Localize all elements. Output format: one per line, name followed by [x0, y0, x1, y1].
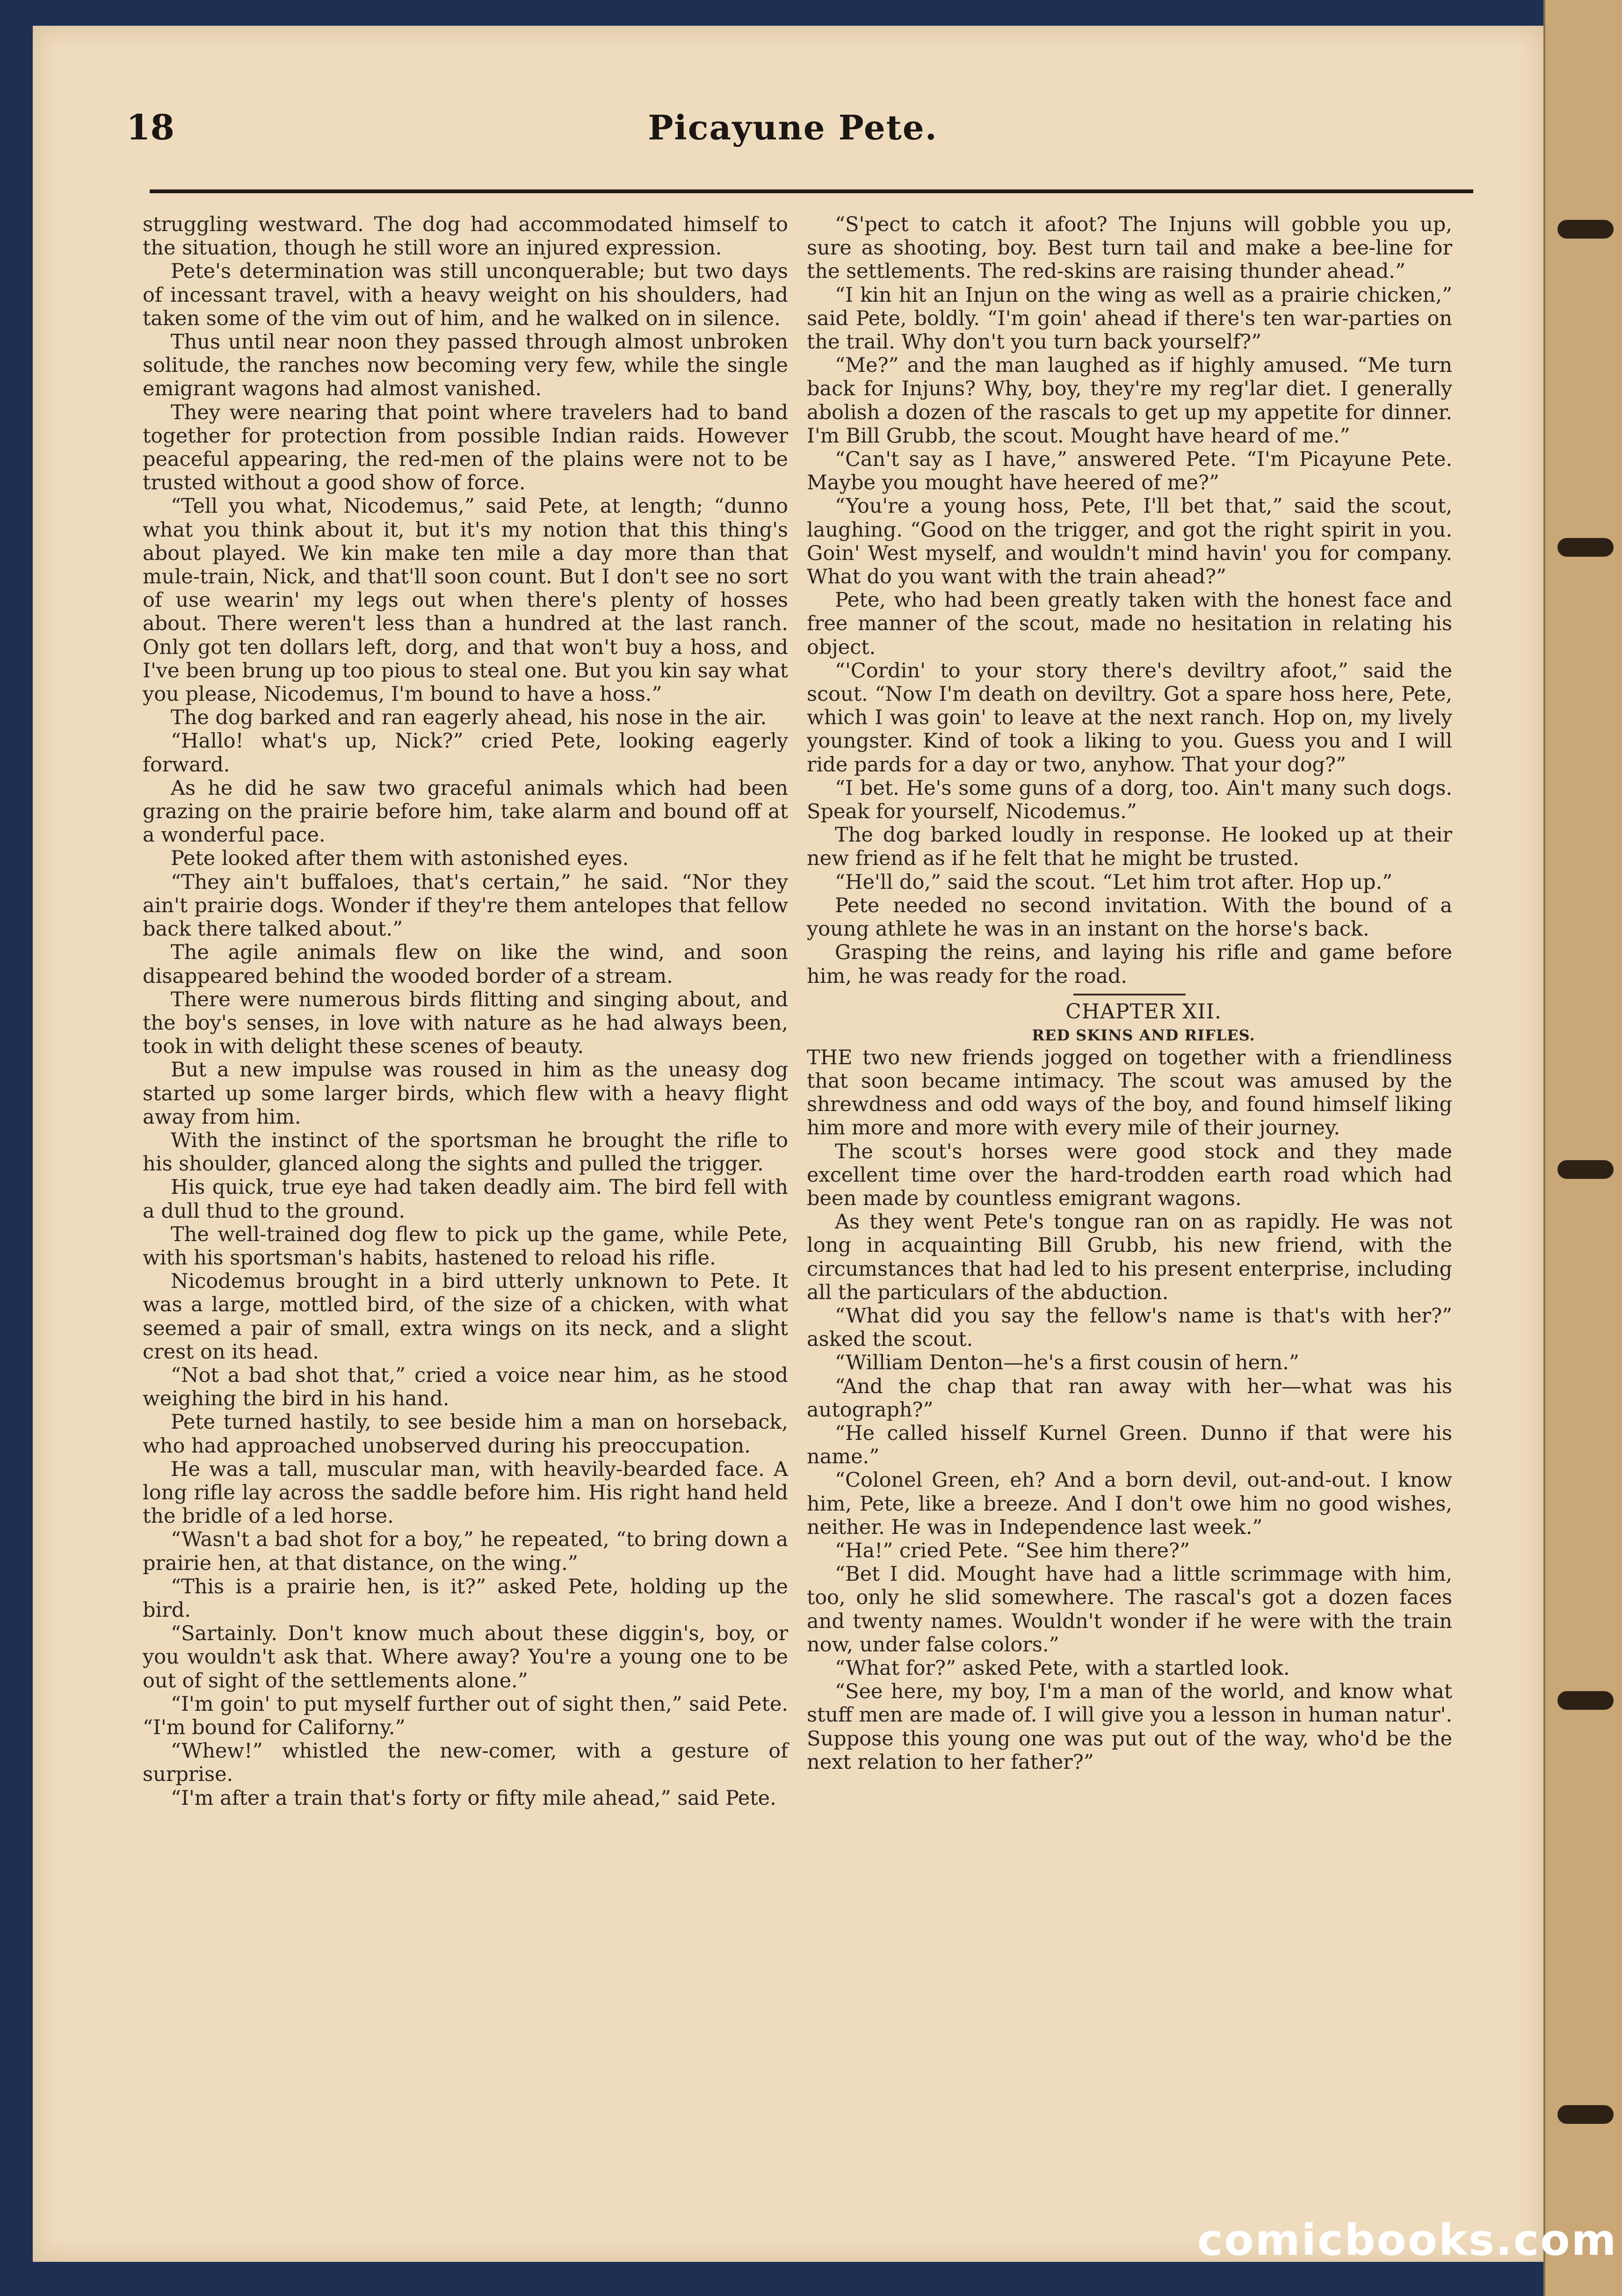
paragraph: He was a tall, muscular man, with heavily-bearded face. A long rifle lay across the saddle before him. His right hand held the bridle of a led horse.	[143, 1457, 788, 1528]
paragraph: There were numerous birds flitting and singing about, and the boy's senses, in love with nature as he had always been, took in with delight these scenes of beauty.	[143, 988, 788, 1059]
book-spine	[1543, 0, 1622, 2296]
paragraph: With the instinct of the sportsman he brought the rifle to his shoulder, glanced along the sights and pulled the trigger.	[143, 1128, 788, 1176]
paragraph: “I bet. He's some guns of a dorg, too. Ain't many such dogs. Speak for yourself, Nicodemus.”	[807, 776, 1452, 824]
paragraph: “I'm goin' to put myself further out of sight then,” said Pete. “I'm bound for Californy.”	[143, 1692, 788, 1739]
binding-stitch	[1557, 538, 1614, 557]
paragraph: “Sartainly. Don't know much about these diggin's, boy, or you wouldn't ask that. Where away? You're a young one to be out of sight of the settlements alone.”	[143, 1622, 788, 1693]
paragraph: Nicodemus brought in a bird utterly unknown to Pete. It was a large, mottled bird, of the size of a chicken, with what seemed a pair of small, extra wings on its neck, and a slight crest on its head.	[143, 1270, 788, 1364]
paragraph: His quick, true eye had taken deadly aim. The bird fell with a dull thud to the ground.	[143, 1176, 788, 1223]
right-column	[807, 213, 1452, 1774]
paragraph: The dog barked and ran eagerly ahead, his nose in the air.	[171, 706, 767, 730]
paragraph: “I'm after a train that's forty or fifty mile ahead,” said Pete.	[171, 1786, 776, 1810]
paragraph: “You're a young hoss, Pete, I'll bet that,” said the scout, laughing. “Good on the trigger, and got the right spirit in you. Goin' West myself, and wouldn't mind havin' you for company. What do you want with the train ahead?”	[807, 494, 1452, 589]
running-title: Picayune Pete.	[648, 108, 938, 147]
paragraph: The well-trained dog flew to pick up the game, while Pete, with his sportsman's habits, hastened to reload his rifle.	[143, 1222, 788, 1270]
paragraph: “And the chap that ran away with her—what was his autograph?”	[807, 1374, 1452, 1422]
binding-stitch	[1557, 1691, 1614, 1710]
binding-stitch	[1557, 2105, 1614, 2124]
paragraph: “He called hisself Kurnel Green. Dunno if that were his name.”	[807, 1421, 1452, 1469]
paragraph: “Hallo! what's up, Nick?” cried Pete, looking eagerly forward.	[143, 729, 788, 777]
paragraph: The scout's horses were good stock and they made excellent time over the hard-trodden earth road which had been made by countless emigrant wagons.	[807, 1140, 1452, 1210]
paragraph: “Bet I did. Mought have had a little scrimmage with him, too, only he slid somewhere. The rascal's got a dozen faces and twenty names. Wouldn't wonder if he were with the train now, under false colors.”	[807, 1562, 1452, 1657]
chapter-heading: CHAPTER XII.	[1065, 999, 1222, 1024]
left-column	[143, 213, 788, 1810]
paragraph: “Not a bad shot that,” cried a voice near him, as he stood weighing the bird in his hand.	[143, 1363, 788, 1411]
right-column-upper	[807, 213, 1452, 988]
paragraph: “Can't say as I have,” answered Pete. “I'm Picayune Pete. Maybe you mought have heered of me?”	[807, 448, 1452, 495]
paragraph: Pete turned hastily, to see beside him a man on horseback, who had approached unobserved during his preoccupation.	[143, 1410, 788, 1458]
chapter-subtitle: RED SKINS AND RIFLES.	[1032, 1026, 1255, 1044]
paragraph: “What did you say the fellow's name is that's with her?” asked the scout.	[807, 1304, 1452, 1351]
chapter-rule	[1073, 994, 1186, 995]
paragraph: “See here, my boy, I'm a man of the world, and know what stuff men are made of. I will give you a lesson in human natur'. Suppose this young one was put out of the way, who'd be the next relation to her father?”	[807, 1680, 1452, 1774]
paragraph: Pete needed no second invitation. With the bound of a young athlete he was in an instant on the horse's back.	[807, 894, 1452, 941]
paragraph: Pete, who had been greatly taken with the honest face and free manner of the scout, made no hesitation in relating his object.	[807, 589, 1452, 659]
paragraph: But a new impulse was roused in him as the uneasy dog started up some larger birds, which flew with a heavy flight away from him.	[143, 1058, 788, 1129]
paragraph: The agile animals flew on like the wind, and soon disappeared behind the wooded border of a stream.	[143, 941, 788, 988]
paragraph: “He'll do,” said the scout. “Let him trot after. Hop up.”	[835, 870, 1393, 894]
paragraph: Pete looked after them with astonished eyes.	[171, 847, 629, 871]
paragraph: “Ha!” cried Pete. “See him there?”	[835, 1539, 1190, 1562]
binding-stitch	[1557, 1160, 1614, 1179]
page-header	[126, 108, 1459, 173]
paragraph: “Tell you what, Nicodemus,” said Pete, at length; “dunno what you think about it, but it's my notion that this thing's about played. We kin make ten mile a day more than that mule-train, Nick, and that'll soon count. But I don't see no sort of use wearin' my legs out when there's plenty of hosses about. There weren't less than a hundred at the last ranch. Only got ten dollars left, dorg, and that won't buy a hoss, and I've been brung up too pious to steal one. But you kin say what you please, Nicodemus, I'm bound to have a hoss.”	[143, 494, 788, 706]
watermark: comicbooks.com	[1197, 2215, 1618, 2265]
paragraph: “I kin hit an Injun on the wing as well as a prairie chicken,” said Pete, boldly. “I'm goin' ahead if there's ten war-parties on the trail. Why don't you turn back yourself?”	[807, 283, 1452, 354]
paragraph: struggling westward. The dog had accommodated himself to the situation, though he still wore an injured expression.	[143, 213, 788, 260]
paragraph: “Colonel Green, eh? And a born devil, out-and-out. I know him, Pete, like a breeze. And I don't owe him no good wishes, neither. He was in Independence last week.”	[807, 1468, 1452, 1539]
paragraph: As he did he saw two graceful animals which had been grazing on the prairie before him, take alarm and bound off at a wonderful pace.	[143, 776, 788, 847]
paragraph: THE two new friends jogged on together with a friendliness that soon became intimacy. The scout was amused by the shrewdness and odd ways of the boy, and found himself liking him more and more with every mile of their journey.	[807, 1046, 1452, 1140]
paragraph: “Me?” and the man laughed as if highly amused. “Me turn back for Injuns? Why, boy, they're my reg'lar diet. I generally abolish a dozen of the rascals to get up my appetite for dinner. I'm Bill Grubb, the scout. Mought have heard of me.”	[807, 354, 1452, 448]
right-column-lower	[807, 1046, 1452, 1774]
paragraph: “What for?” asked Pete, with a startled look.	[835, 1656, 1290, 1680]
paragraph: “S'pect to catch it afoot? The Injuns will gobble you up, sure as shooting, boy. Best turn tail and make a bee-line for the settlements. The red-skins are raising thunder ahead.”	[807, 213, 1452, 283]
header-rule	[150, 189, 1473, 193]
paragraph: They were nearing that point where travelers had to band together for protection from possible Indian raids. However peaceful appearing, the red-men of the plains were not to be trusted without a good show of force.	[143, 400, 788, 495]
paragraph: “This is a prairie hen, is it?” asked Pete, holding up the bird.	[143, 1575, 788, 1622]
page-number: 18	[126, 108, 174, 148]
paragraph: Pete's determination was still unconquerable; but two days of incessant travel, with a heavy weight on his shoulders, had taken some of the vim out of him, and he walked on in silence.	[143, 260, 788, 330]
binding-stitch	[1557, 220, 1614, 239]
paragraph: Grasping the reins, and laying his rifle and game before him, he was ready for the road.	[807, 941, 1452, 988]
paragraph: “'Cordin' to your story there's deviltry afoot,” said the scout. “Now I'm death on deviltry. Got a spare hoss here, Pete, which I was goin' to leave at the next ranch. Hop on, my lively youngster. Kind of took a liking to you. Guess you and I will ride pards for a day or two, anyhow. That your dog?”	[807, 659, 1452, 777]
paragraph: “Wasn't a bad shot for a boy,” he repeated, “to bring down a prairie hen, at that distance, on the wing.”	[143, 1528, 788, 1575]
paragraph: “William Denton—he's a first cousin of hern.”	[835, 1351, 1299, 1375]
paragraph: “Whew!” whistled the new-comer, with a gesture of surprise.	[143, 1739, 788, 1787]
paragraph: The dog barked loudly in response. He looked up at their new friend as if he felt that he might be trusted.	[807, 823, 1452, 871]
paragraph: Thus until near noon they passed through almost unbroken solitude, the ranches now becoming very few, while the single emigrant wagons had almost vanished.	[143, 330, 788, 401]
paragraph: As they went Pete's tongue ran on as rapidly. He was not long in acquainting Bill Grubb, his new friend, with the circumstances that had led to his present enterprise, including all the particulars of the abduction.	[807, 1210, 1452, 1304]
paragraph: “They ain't buffaloes, that's certain,” he said. “Nor they ain't prairie dogs. Wonder if they're them antelopes that fellow back there talked about.”	[143, 870, 788, 941]
